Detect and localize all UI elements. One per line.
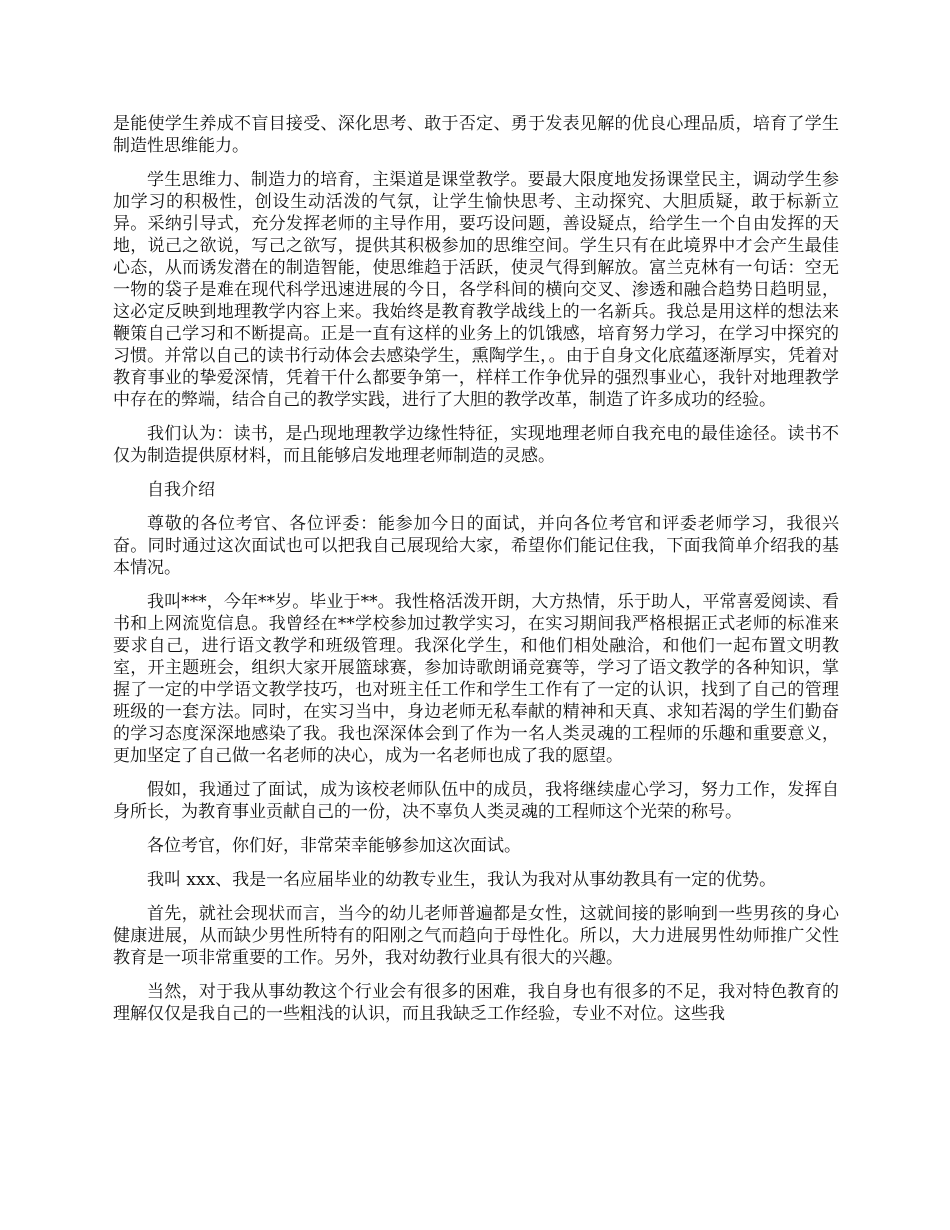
paragraph-8: 各位考官，你们好，非常荣幸能够参加这次面试。 [147,836,521,856]
paragraph-3: 我们认为：读书，是凸现地理教学边缘性特征，实现地理老师自我充电的最佳途径。读书不仅为制造提供原材料，而且能够启发地理老师制造的灵感。 [113,424,839,466]
paragraph-7: 假如，我通过了面试，成为该校老师队伍中的成员，我将继续虚心学习，努力工作，发挥自身所长，为教育事业贡献自己的一份，决不辜负人类灵魂的工程师这个光荣的称号。 [113,780,839,822]
paragraph-1: 是能使学生养成不盲目接受、深化思考、敢于否定、勇于发表见解的优良心理品质，培育了学生制造性思维能力。 [113,114,839,156]
paragraph-5: 尊敬的各位考官、各位评委：能参加今日的面试，并向各位考官和评委老师学习，我很兴奋。同时通过这次面试也可以把我自己展现给大家，希望你们能记住我，下面我简单介绍我的基本情况。 [113,514,839,578]
paragraph-6: 我叫***，今年**岁。毕业于**。我性格活泼开朗，大方热情，乐于助人，平常喜爱阅读、看书和上网流览信息。我曾经在**学校参加过教学实习，在实习期间我严格根据正式老师的标准来要求自己，进行语文教学和班级管理。我深化学生，和他们相处融洽，和他们一起布置文明教室，开主题班会，组织大家开展篮球赛，参加诗歌朗诵竞赛等，学习了语文教学的各种知识，掌握了一定的中学语文教学技巧，也对班主任工作和学生工作有了一定的认识，找到了自己的管理班级的一套方法。同时，在实习当中，身边老师无私奉献的精神和天真、求知若渴的学生们勤奋的学习态度深深地感染了我。我也深深体会到了作为一名人类灵魂的工程师的乐趣和重要意义，更加坚定了自己做一名老师的决心，成为一名老师也成了我的愿望。 [113,592,839,766]
paragraph-2: 学生思维力、制造力的培育，主渠道是课堂教学。要最大限度地发扬课堂民主，调动学生参加学习的积极性，创设生动活泼的气氛，让学生愉快思考、主动探究、大胆质疑，敢于标新立异。采纳引导式，充分发挥老师的主导作用，要巧设问题，善设疑点，给学生一个自由发挥的天地，说己之欲说，写己之欲写，提供其积极参加的思维空间。学生只有在此境界中才会产生最佳心态，从而诱发潜在的制造智能，使思维趋于活跃，使灵气得到解放。富兰克林有一句话：空无一物的袋子是难在现代科学迅速进展的今日，各学科间的横向交叉、渗透和融合趋势日趋明显，这必定反映到地理教学内容上来。我始终是教育教学战线上的一名新兵。我总是用这样的想法来鞭策自己学习和不断提高。正是一直有这样的业务上的饥饿感，培育努力学习，在学习中探究的习惯。并常以自己的读书行动体会去感染学生，熏陶学生，。由于自身文化底蕴逐渐厚实，凭着对教育事业的挚爱深情，凭着干什么都要争第一，样样工作争优异的强烈事业心，我针对地理教学中存在的弊端，结合自己的教学实践，进行了大胆的教学改革，制造了许多成功的经验。 [113,170,839,410]
paragraph-11: 当然，对于我从事幼教这个行业会有很多的困难，我自身也有很多的不足，我对特色教育的理解仅仅是我自己的一些粗浅的认识，而且我缺乏工作经验，专业不对位。这些我 [113,982,839,1024]
paragraph-10: 首先，就社会现状而言，当今的幼儿老师普遍都是女性，这就间接的影响到一些男孩的身心健康进展，从而缺少男性所特有的阳刚之气而趋向于母性化。所以，大力进展男性幼师推广父性教育是一项非常重要的工作。另外，我对幼教行业具有很大的兴趣。 [113,904,839,968]
section-heading-self-introduction: 自我介绍 [147,480,215,500]
document-body [113,113,839,1037]
paragraph-9: 我叫 xxx、我是一名应届毕业的幼教专业生，我认为我对从事幼教具有一定的优势。 [147,870,777,890]
